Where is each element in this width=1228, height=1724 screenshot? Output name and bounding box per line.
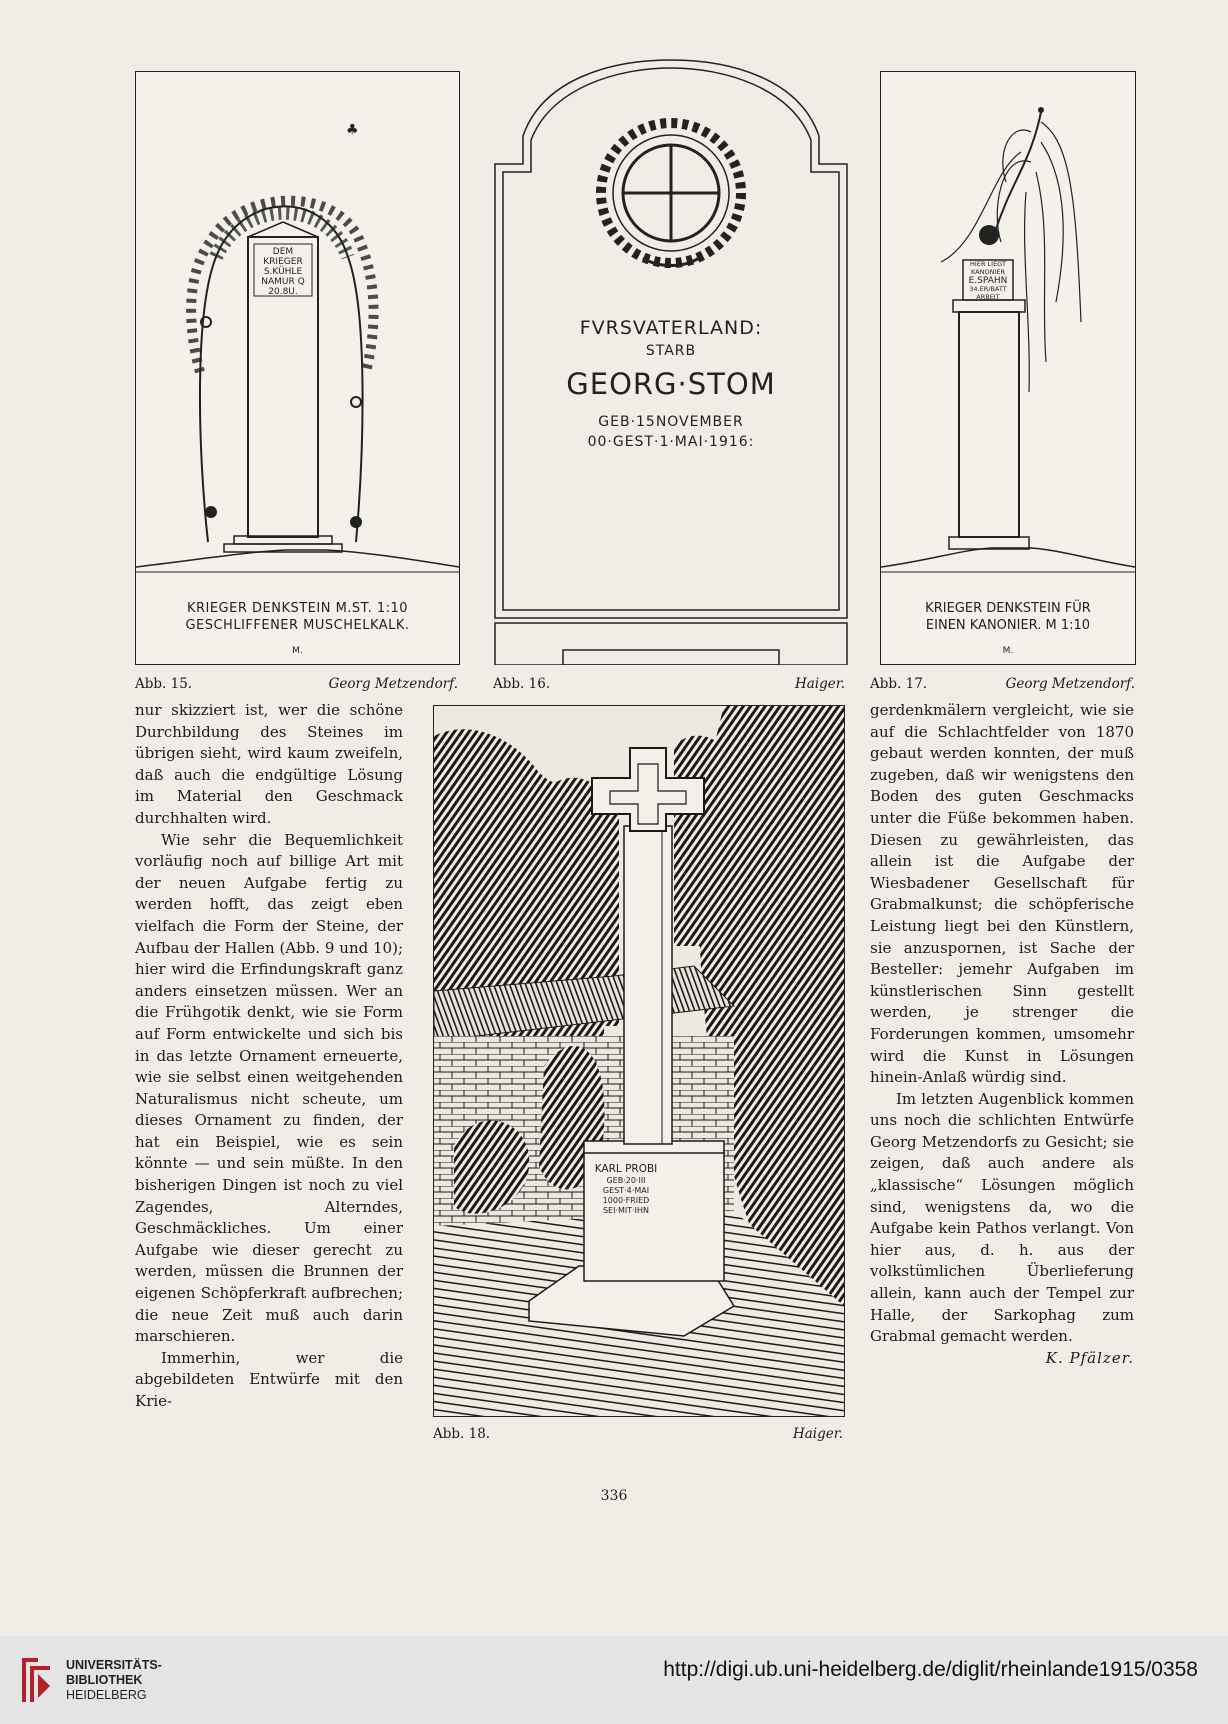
drawing-caption: KRIEGER DENKSTEIN M.ST. 1:10 GESCHLIFFENER MUSCHELKALK. [185, 601, 410, 633]
memorial-column-drawing [881, 72, 1135, 664]
paragraph: Wie sehr die Bequemlichkeit vorläufig noch auf billige Art mit der neuen Aufgabe fertig zu werden hofft, das zeigt eben vielfach die Form der Steine, der Aufbau der Hallen (Abb. 9 und 10); hier wird die Erfindungskraft ganz anders einsetzen müssen. Wer an die Frühgotik denkt, wie sie Form auf Form entwickelte und sich bis in das letzte Ornament erneuerte, wie sie selbst einen weitgehenden Naturalismus nicht scheute, um dieses Ornament zu finden, der hat ein Beispiel, wie es sein könnte — und sein müßte. In den bisherigen Dingen ist noch zu viel Zagendes, Alterndes, Geschmäckliches. Um einer Aufgabe wie dieser gerecht zu werden, müssen die Brunnen der eigenen Schöpferkraft aufbrechen; die neue Zeit muß auch darin marschieren. [135, 830, 403, 1346]
paragraph: nur skizziert ist, wer die schöne Durchbildung des Steines im übrigen sieht, wird kaum zweifeln, daß auch die endgültige Lösung im Material den Geschmack durchhalten wird. [135, 701, 403, 827]
inscription-line4: GEB·15NOVEMBER [598, 414, 744, 430]
drawing-caption: KRIEGER DENKSTEIN FÜR EINEN KANONIER. M 1:10 [925, 601, 1091, 633]
inscription-line5: 00·GEST·1·MAI·1916: [587, 434, 755, 450]
figure-author: Georg Metzendorf. [1005, 676, 1135, 692]
inscription-line1: FVRSVATERLAND: [579, 317, 763, 339]
paragraph: Immerhin, wer die abgebildeten Entwürfe mit den Krie- [135, 1348, 403, 1410]
figure-abb18 [433, 705, 845, 1417]
figure-label: Abb. 16. [493, 676, 551, 692]
caption-abb15 [135, 676, 458, 694]
monogram: M. [292, 646, 303, 656]
inscription-line2: STARB [645, 343, 697, 359]
inscription-name: GEORG·STOM [566, 367, 776, 401]
caption-abb18 [433, 1426, 843, 1444]
monogram: M. [1002, 646, 1014, 656]
page-number: 336 [600, 1488, 628, 1504]
figure-abb15 [135, 71, 460, 665]
library-name: UNIVERSITÄTS- BIBLIOTHEK HEIDELBERG [66, 1658, 162, 1702]
figure-label: Abb. 18. [433, 1426, 491, 1442]
text-column-left [135, 700, 403, 1413]
figure-label: Abb. 15. [135, 676, 193, 692]
caption-abb17 [870, 676, 1135, 694]
stone-inscription: HIER LIEGT KANONIER E.SPAHN 34.ER/BATT ARBEIT [968, 260, 1008, 301]
figure-abb16 [493, 58, 849, 665]
figure-author: Haiger. [792, 1426, 843, 1442]
memorial-plaque: KARL PROBI GEB·20·III GEST·4·MAI 1000·FRIED SEI·MIT·IHN [594, 1163, 658, 1215]
footer-bar [0, 1636, 1228, 1724]
paragraph: gerdenkmälern vergleicht, wie sie auf die Schlachtfelder von 1870 gebaut werden konnten, der muß zugeben, daß wir wenigstens den Boden des guten Geschmacks unter die Füße bekommen haben. Diesen zu gewährleisten, das allein ist die Aufgabe der Wiesbadener Gesellschaft für Grabmalkunst; die schöpferische Leistung liegt bei den Künstlern, sie anzuspornen, ist Sache der Besteller: jemehr Aufgaben im künstlerischen Sinn gestellt werden, je strenger die Forderungen kommen, umsomehr wird die Kunst in Lösungen hinein-Anlaß würdig sind. [870, 701, 1134, 1087]
figure-label: Abb. 17. [870, 676, 928, 692]
stone-inscription: DEM KRIEGER S.KÜHLE NAMUR Q 20.8U. [261, 247, 305, 297]
text-column-right [870, 700, 1134, 1369]
signature: K. Pfälzer. [1045, 1348, 1134, 1367]
paragraph: Im letzten Augenblick kommen uns noch die schlichten Entwürfe Georg Metzendorfs zu Gesicht; sie zeigen, daß auch andere als „klassische“ Lösungen möglich sind, wenigstens da, wo die Aufgabe kein Pathos verlangt. Von hier aus, d. h. aus der volkstümlichen Überlieferung allein, kann auch der Tempel zur Halle, der Sarkophag zum Grabmal gemacht werden. [870, 1089, 1134, 1346]
figure-author: Haiger. [794, 676, 845, 692]
caption-abb16 [493, 676, 845, 694]
source-url-link[interactable]: http://digi.ub.uni-heidelberg.de/diglit/rheinlande1915/0358 [663, 1658, 1198, 1681]
memorial-stone-drawing [136, 72, 459, 664]
memorial-cross-illustration [434, 706, 844, 1416]
figure-author: Georg Metzendorf. [328, 676, 458, 692]
gravestone-inscription [503, 316, 839, 452]
svg-text:♣: ♣ [346, 122, 359, 138]
figure-abb17 [880, 71, 1136, 665]
library-logo-icon [16, 1652, 56, 1708]
